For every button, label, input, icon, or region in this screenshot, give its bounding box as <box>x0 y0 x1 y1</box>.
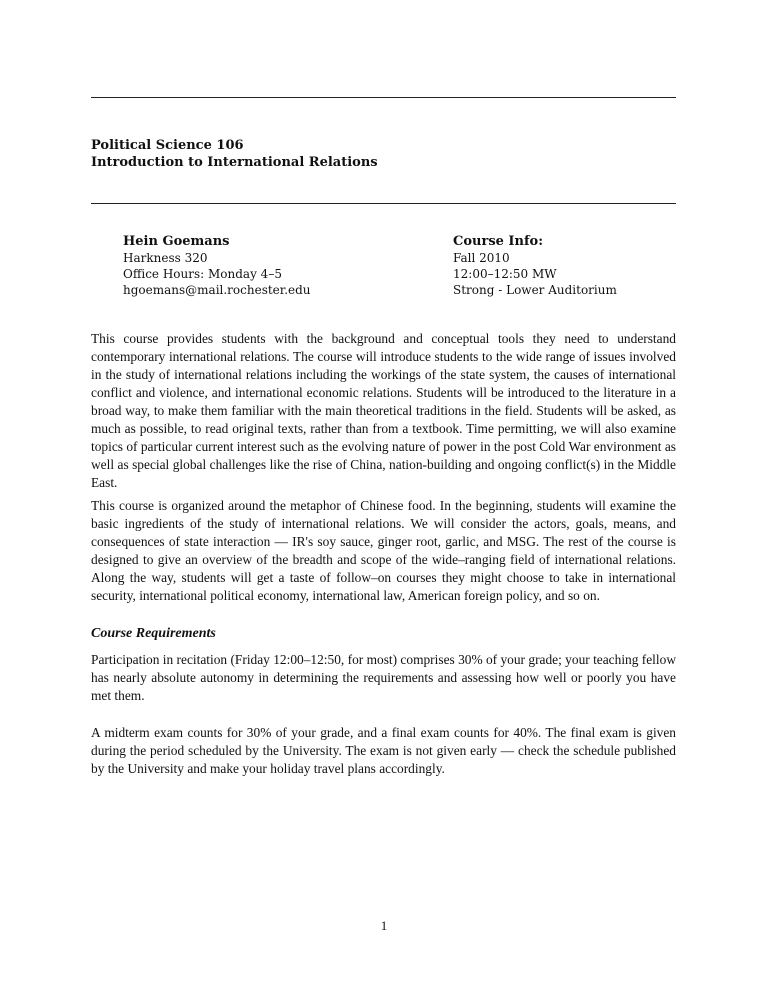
instructor-email: hgoemans@mail.rochester.edu <box>123 283 311 297</box>
exam-requirement-paragraph: A midterm exam counts for 30% of your grade, and a final exam counts for 40%. The final exam is given during the period scheduled by the University. The exam is not given early — check the schedule published by the University and make your holiday travel plans accordingly. <box>91 725 676 776</box>
course-info-heading: Course Info: <box>453 234 544 249</box>
course-term: Fall 2010 <box>453 251 510 265</box>
course-title-block <box>91 137 676 171</box>
top-rule <box>91 97 676 98</box>
bottom-rule <box>91 203 676 204</box>
course-description-paragraph: This course provides students with the background and conceptual tools they need to understand contemporary international relations. The course will introduce students to the wide range of issues involved in the study of international relations including the workings of the state system, the causes of international conflict and violence, and international economic relations. Students will be introduced to the literature in a broad way, to make them familiar with the main theoretical traditions in the field. Students will be asked, as much as possible, to read original texts, rather than from a textbook. Time permitting, we will also examine topics of particular current interest such as the evolving nature of power in the post Cold War environment as well as special global challenges like the rise of China, nation-building and ongoing conflict(s) in the Middle East. <box>91 331 676 490</box>
course-organization-paragraph: This course is organized around the metaphor of Chinese food. In the beginning, students will examine the basic ingredients of the study of international relations. We will consider the actors, goals, means, and consequences of state interaction — IR's soy sauce, ginger root, garlic, and MSG. The rest of the course is designed to give an overview of the breadth and scope of the wide–ranging field of international relations. Along the way, students will get a taste of follow–on courses they might choose to take in international security, international political economy, international law, American foreign policy, and so on. <box>91 498 676 603</box>
instructor-name: Hein Goemans <box>123 234 230 249</box>
course-requirements-heading: Course Requirements <box>91 626 216 641</box>
course-name-title: Introduction to International Relations <box>91 155 378 170</box>
instructor-office-hours: Office Hours: Monday 4–5 <box>123 267 282 281</box>
instructor-info <box>123 233 311 298</box>
course-time: 12:00–12:50 MW <box>453 267 557 281</box>
instructor-office: Harkness 320 <box>123 251 208 265</box>
course-location: Strong - Lower Auditorium <box>453 283 617 297</box>
page-number: 1 <box>380 918 388 933</box>
course-number-title: Political Science 106 <box>91 138 244 153</box>
course-info <box>453 233 617 298</box>
recitation-requirement-paragraph: Participation in recitation (Friday 12:00–12:50, for most) comprises 30% of your grade; your teaching fellow has nearly absolute autonomy in determining the requirements and assessing how well or poorly you have met them. <box>91 652 676 703</box>
